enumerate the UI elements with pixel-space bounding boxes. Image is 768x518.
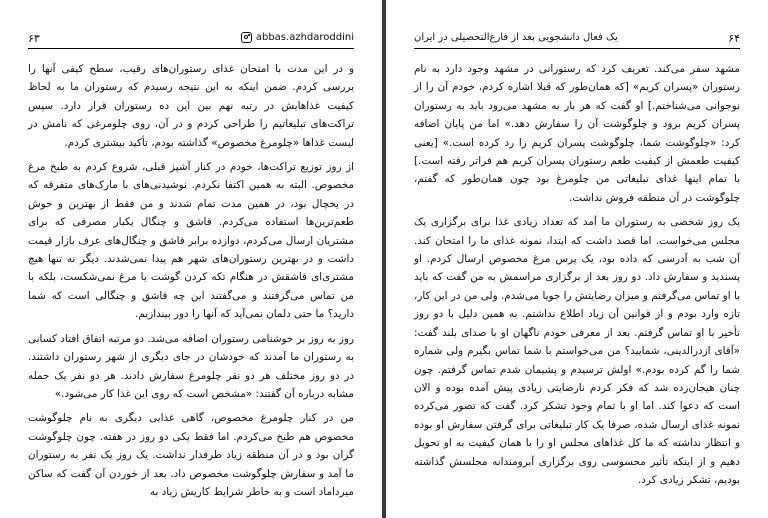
author-handle-text: abbas.azhdaroddini [255, 32, 354, 43]
paragraph: و در این مدت با امتحان غذای رستوران‌های رقیب، سطح کیفی آنها را بررسی کردم. ضمن اینکه به این نتیجه رسیدم که رستوران ما به لحاظ کیفیت غذاهایش در رتبه نهم بین این ده رستوران قرار دارد. سپس تراکت‌های تبلیغاتیم را طراحی کردم و در آن، روی چلومرغی که نامش در لیست غذاها «چلومرغ مخصوص» گذاشته بودم، تأکید بیشتری کردم. [28, 63, 354, 149]
running-title: یک فعال دانشجویی بعد از فارغ‌التحصیلی در ایران [414, 32, 618, 43]
author-handle [241, 32, 354, 43]
page-header [28, 30, 354, 49]
page-body [28, 60, 354, 508]
page-body [414, 60, 740, 508]
book-page-left [0, 0, 382, 518]
page-header [414, 30, 740, 49]
paragraph: من در کنار چلومرغ مخصوص، گاهی غذایی دیگری به نام چلوگوشت مخصوص هم طبخ می‌کردم. اما فقط یکی دو روز در هفته. چون چلوگوشت گران بود و در آن منطقه زیاد طرفدار نداشت. یک روز یک نفر به رستوران ما آمد و سفارش چلوگوشت مخصوص داد. بعد از خوردن آن گفت که ساکن میرداماد است و به خاطر شرایط کاریش زیاد به [28, 412, 354, 498]
page-number: ۶۴ [728, 32, 740, 45]
paragraph: از روز توزیع تراکت‌ها، خودم در کنار آشپز قبلی، شروع کردم به طبخ مرغ مخصوص. البته به همین اکتفا نکردم. نوشیدنی‌های با مارک‌های متفرقه که در یخچال بود، در همین مدت تمام شدند و من فقط از بهترین و خوش طعم‌ترین‌ها استفاده می‌کردم. قاشق و چنگال یکبار مصرفی که برای مشتریان ارسال می‌کردم، دوازده برابر قاشق و چنگال‌های عرف بازار قیمت داشت و در بهترین رستوران‌های شهر هم پیدا نمی‌شدند. دیگر نه تنها هیچ مشتری‌ای قاشقش در هنگام تکه کردن گوشت یا مرغ نمی‌شکست، بلکه با من تماس می‌گرفتند و می‌گفتند این چه قاشق و چنگالی است که شما دارید؟ ما حتی دلمان نمی‌آید که آنها را دور بیندازیم. [28, 161, 354, 321]
page-number: ۶۳ [28, 32, 40, 45]
instagram-icon [241, 32, 252, 43]
paragraph: مشهد سفر می‌کند. تعریف کرد که رستورانی در مشهد وجود دارد به نام رستوران «پسران کریم» [که همان‌طور که قبلا اشاره کردم، خودم آن را از نوجوانی می‌شناختم.] او گفت که هر بار به مشهد می‌رود باید به رستوران پسران کریم برود و چلوگوشت آن را سفارش دهد.» اما من پایان اضافه کرد: «چلوگوشت شما، چلوگوشت پسران کریم را رد کرده است.» [یعنی کیفیت طعمش از کیفیت طعم رستوران پسران کریم هم فراتر رفته است.] با تمام اینها غذای تبلیغاتی من چلومرغ بود چون همان‌طور که گفتم، چلوگوشت در آن منطقه فروش نداشت. [414, 63, 740, 204]
paragraph: روز به روز بر خوشنامی رستوران اضافه می‌شد. دو مرتبه اتفاق افتاد کسانی به رستوران ما آمدند که خودشان در جای دیگری از شهر رستوران داشتند. در دو روز مختلف هر دو نفر چلومرغ سفارش دادند. هر دو نفر یک جمله مشابه درباره آن گفتند: «مشخص است که روی این غذا کار می‌شود.» [28, 332, 354, 400]
book-page-right [386, 0, 768, 518]
paragraph: یک روز شخصی به رستوران ما آمد که تعداد زیادی غذا برای برگزاری یک مجلس می‌خواست. اما قصد داشت که ابتدا، نمونه غذای ما را امتحان کند. آن شب به آدرسی که داده بود، یک پرس مرغ مخصوص ارسال کردم. او پسندید و سفارش داد. دو روز بعد از برگزاری مراسمش به من گفت که باید با او تماس می‌گرفتم و میزان رضایتش را جویا می‌شدم. ولی من در این کار، تازه وارد بودم و از قوانین آن زیاد اطلاع نداشتم. به همین دلیل با دو روز تأخیر با او تماس گرفتم. بعد از معرفی خودم ناگهان او با صدای بلند گفت: «آقای ازدرالدینی، شمایید؟ من می‌خواستم با شما تماس بگیرم ولی شماره شما را گم کرده بودم.» اولش ترسیدم و پشیمان شدم تماس گرفتم. چون چنان هیجان‌زده شد که فکر کردم نارضایتی زیادی پیش آمده بوده و الان است که دعوا کند. اما او با تمام وجود تشکر کرد. گفت که تصور می‌کرده نمونه غذای ارسال شده، صرفا یک کار تبلیغاتی برای گرفتن سفارش او بوده و انتظار نداشته که ما کل غذاهای مجلس او را با همان کیفیت به او تحویل دهیم و از اینکه تأثیر محسوسی روی برگزاری آبرومندانه مجلسش گذاشته بودیم، تشکر زیادی کرد. [414, 216, 740, 486]
